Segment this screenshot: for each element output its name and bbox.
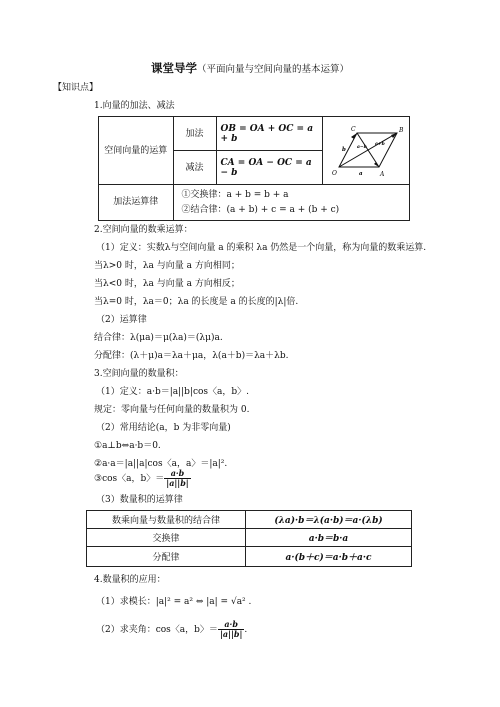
law-name-cell: 数乘向量与数量积的结合律 (87, 511, 246, 529)
sub-label: 减法 (185, 162, 204, 173)
cos-denominator: |a||b| (166, 478, 189, 488)
law-label-cell (99, 185, 174, 221)
associative-law: ②结合律：(a + b) + c = a + (b + c) (181, 204, 340, 215)
distributive-rule: 分配律：(λ＋μ)a＝λa＋μa，λ(a＋b)＝λa＋λb. (94, 351, 289, 361)
table-row (87, 529, 412, 547)
label-a: a (358, 171, 363, 177)
zero-vector-rule: 规定：零向量与任何向量的数量积为 0. (94, 405, 250, 415)
add-label-cell (173, 117, 216, 151)
label-a-plus-b: a+b (374, 142, 385, 147)
row-label-text: 空间向量的运算 (104, 145, 168, 156)
law-formula-cell: a·(b＋c)＝a·b＋a·c (246, 547, 412, 567)
angle-fraction (218, 620, 244, 639)
label-C: C (350, 126, 356, 133)
commutative-law: ①交换律：a + b = b + a (181, 189, 289, 200)
label-b: b (341, 147, 346, 153)
vector-add-sub-table (98, 116, 410, 221)
angle-formula: （2）求夹角：cos〈a，b〉＝ $\frac{a\cdot b}{|a||b|}$ . (96, 619, 248, 639)
table-row (87, 547, 412, 567)
section4-heading: 4.数量积的应用： (94, 575, 166, 585)
magnitude-formula: （1）求模长：|a|² = a² ⇔ |a| = √a² . (96, 597, 252, 607)
label-B: B (398, 127, 404, 134)
sub-label-cell (173, 151, 216, 185)
conclusion-3-left: ③cos〈a，b〉＝ (94, 474, 165, 484)
label-a-minus-b: a−b (356, 145, 367, 150)
lambda-positive: 当λ>0 时，λa 与向量 a 方向相同； (94, 261, 240, 271)
common-conclusions-heading: （2）常用结论(a，b 为非零向量) (96, 423, 231, 433)
conclusion-2: ②a·a＝|a||a|cos〈a，a〉＝|a|². (94, 459, 228, 469)
diagonal-a-minus-b (357, 133, 379, 167)
law-name-cell: 分配律 (87, 547, 246, 567)
lambda-zero: 当λ=0 时，λa＝0；λa 的长度是 a 的长度的|λ|倍. (94, 297, 299, 307)
title-sub: （平面向量与空间向量的基本运算） (196, 64, 349, 75)
angle-numerator: a·b (218, 620, 244, 630)
label-A: A (379, 171, 385, 178)
conclusion-1: ①a⊥b⇔a·b＝0. (94, 441, 161, 451)
law-name-cell: 交换律 (87, 529, 246, 547)
label-O: O (331, 170, 337, 177)
title-main: 课堂导学 (150, 61, 197, 75)
law-formula-cell: a·b＝b·a (246, 529, 412, 547)
section2-heading: 2.空间向量的数乘运算： (94, 225, 193, 235)
sub-formula: CA = OA − OC = a − b (220, 157, 312, 178)
laws-cell (173, 185, 410, 221)
rules-heading: （2）运算律 (96, 315, 147, 325)
add-formula: OB = OA + OC = a + b (220, 123, 314, 144)
law-formula-cell: (λa)·b＝λ(a·b)＝a·(λb) (246, 511, 412, 529)
table-row-label (99, 117, 174, 185)
knowledge-label: 【知识点】 (53, 83, 99, 93)
sub-formula-cell (216, 151, 322, 185)
parallelogram-diagram (323, 119, 409, 179)
dot-product-laws-table (86, 510, 412, 567)
section1-heading: 1.向量的加法、减法 (94, 101, 175, 111)
add-label: 加法 (185, 128, 204, 139)
conclusion-3 (94, 467, 191, 491)
table-row (87, 511, 412, 529)
angle-formula-left: （2）求夹角：cos〈a，b〉＝ (96, 625, 218, 635)
dot-product-definition: （1）定义：a·b＝|a||b|cos〈a，b〉. (96, 387, 250, 397)
law-label: 加法运算律 (113, 197, 159, 207)
cos-fraction (164, 469, 190, 488)
diagram-cell (322, 117, 409, 185)
dot-laws-heading: （3）数量积的运算律 (96, 495, 183, 505)
lambda-negative: 当λ<0 时，λa 与向量 a 方向相反； (94, 279, 240, 289)
page-title (0, 60, 500, 76)
add-formula-cell (216, 117, 322, 151)
cos-numerator: a·b (164, 469, 190, 479)
associative-rule: 结合律：λ(μa)＝μ(λa)＝(λμ)a. (94, 333, 223, 343)
angle-denominator: |a||b| (219, 629, 243, 639)
section3-heading: 3.空间向量的数量积： (94, 369, 184, 379)
scalar-mult-definition: （1）定义：实数λ与空间向量 a 的乘积 λa 仍然是一个向量，称为向量的数乘运算. (96, 243, 427, 253)
